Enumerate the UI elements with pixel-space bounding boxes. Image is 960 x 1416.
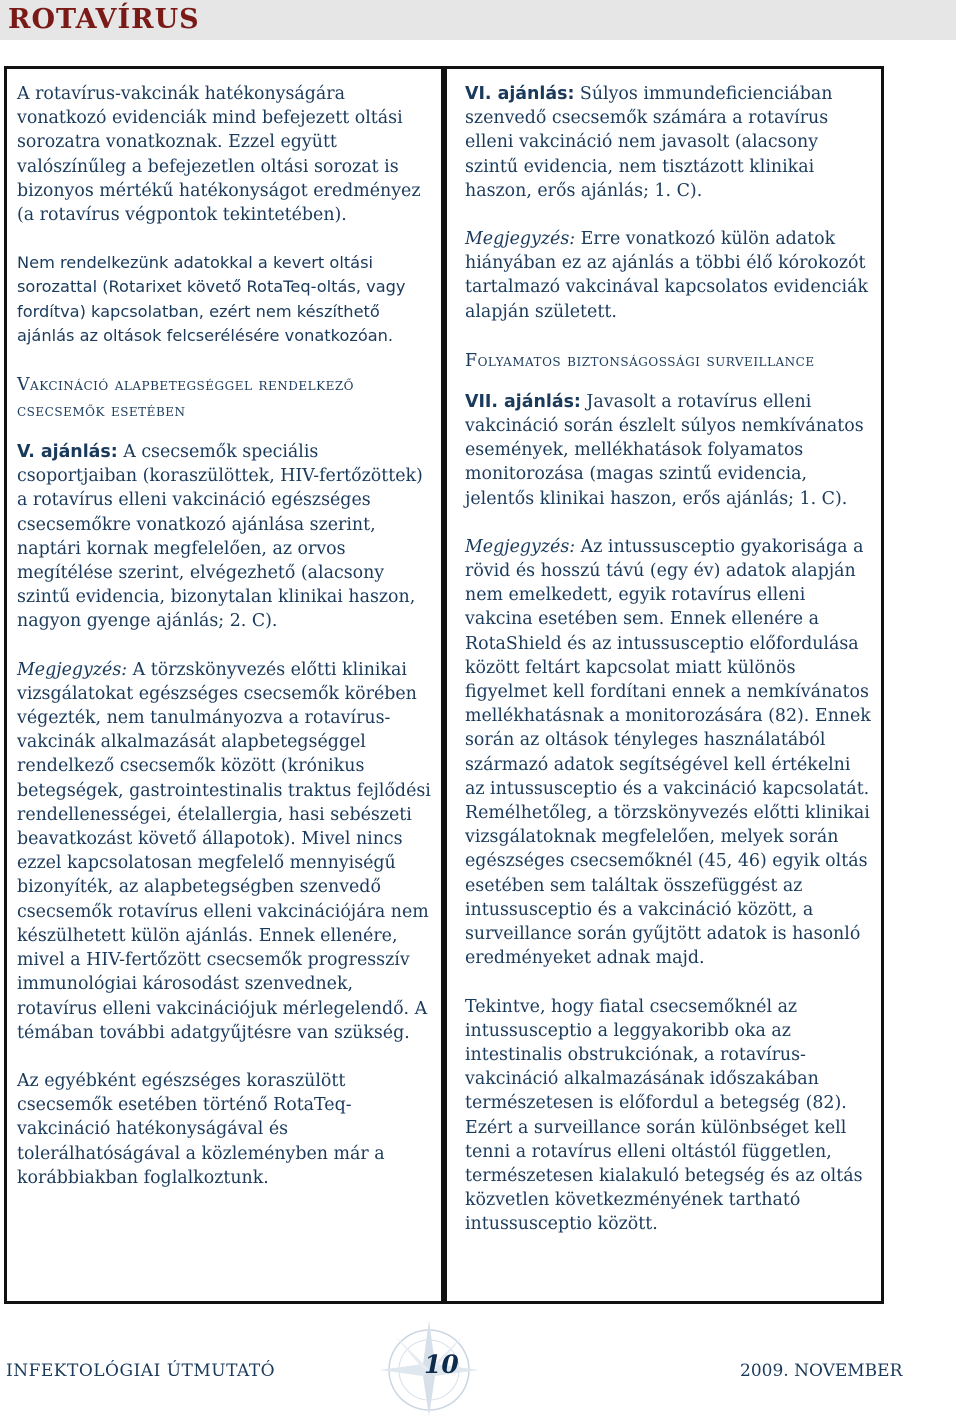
paragraph-obstruction: Tekintve, hogy fiatal csecsemőknél az intussusceptio a leggyakoribb oka az intestinalis obstrukciónak, a rotavírus-vakcináció alkalmazásának időszakában természetesen is előfordul a betegség (82). Ezért a surveillance során különbséget kell tenni a rotavírus elleni oltástól független, természetesen kialakuló betegség és az oltás közvetlen következményének tartható intussusceptio között. [465,996,863,1235]
note-label: Megjegyzés: [465,229,576,250]
recommendation-v [17,440,431,634]
recommendation-vii-text: Javasolt a rotavírus elleni vakcináció során észlelt súlyos nemkívánatos események, mellékhatások folyamatos monitorozása (magas szintű evidencia, jelentős klinikai haszon, erős ajánlás; 1. C). [465,391,864,509]
recommendation-vii-label: VII. ajánlás: [465,391,581,412]
right-column-box [444,66,884,1304]
note-underlying-disease [17,658,431,1045]
paragraph-mixed-series: Nem rendelkezünk adatokkal a kevert oltási sorozattal (Rotarixet követő RotaTeq-oltás, vagy fordítva) kapcsolatban, ezért nem készíthető ajánlás az oltások felcserélésére vonatkozóan. [17,253,406,345]
note-text: A törzskönyvezés előtti klinikai vizsgálatokat egészséges csecsemők körében végezték, nem tanulmányozva a rotavírus-vakcinák alkalmazását alapbetegséggel rendelkező csecsemők között (krónikus betegségek, gastrointestinalis traktus fejlődési rendellenességei, ételallergia, hasi sebészeti beavatkozást követő állapotok). Mivel nincs ezzel kapcsolatosan megfelelő mennyiségű bizonyíték, az alapbetegségben szenvedő csecsemők rotavírus elleni vakcinációjára nem készülhetett külön ajánlás. Ennek ellenére, mivel a HIV-fertőzött csecsemők progresszív immunológiai károsodást szenvednek, rotavírus elleni vakcinációjuk mérlegelendő. A témában további adatgyűjtésre van szükség. [17,659,431,1043]
note-label: Megjegyzés: [17,659,128,680]
note-text: Az intussusceptio gyakorisága a rövid és hosszú távú (egy év) adatok alapján nem emelkedett, egyik rotavírus elleni vakcina esetében sem. Ennek ellenére a RotaShield és az intussusceptio előfordulása között feltárt kapcsolat miatt különös figyelmet kell fordítani ennek a nemkívánatos mellékhatásnak a monitorozására (82). Ennek során az oltások tényleges használatából származó adatok segítségével kell értékelni az intussusceptio és a vakcináció kapcsolatát. Remélhetőleg, a törzskönyvezés előtti klinikai vizsgálatoknak megfelelően, melyek során egészséges csecsemőknél (45, 46) egyik oltás esetében sem találtak összefüggést az intussusceptio és a vakcináció között, a surveillance során gyűjtött adatok is hasonló eredményeket adnak majd. [465,536,871,969]
recommendation-vi-label: VI. ajánlás: [465,84,575,104]
recommendation-vi [465,82,871,203]
section-heading-surveillance: Folyamatos biztonságossági surveillance [465,350,815,371]
recommendation-vii [465,390,871,511]
paragraph-efficacy: A rotavírus-vakcinák hatékonyságára vonatkozó evidenciák mind befejezett oltási sorozatra vonatkoznak. Ezzel együtt valószínűleg a befejezetlen oltási sorozat is bizonyos mértékű hatékonyságot eredményez (a rotavírus végpontok tekintetében). [17,84,421,226]
footer-date: 2009. NOVEMBER [740,1361,903,1381]
section-heading-underlying-disease: Vakcináció alapbetegséggel rendelkező csecsemők esetében [17,375,354,422]
paragraph-premature: Az egyébként egészséges koraszülött csecsemők esetében történő RotaTeq-vakcináció hatékonyságával és tolerálhatóságával a közleményben már a korábbiakban foglalkoztunk. [17,1070,385,1188]
note-immunodeficiency [465,227,871,324]
note-intussusception [465,535,871,971]
footer-publication: INFEKTOLÓGIAI ÚTMUTATÓ [6,1361,276,1381]
page-title: ROTAVÍRUS [0,0,956,40]
recommendation-v-text: A csecsemők speciális csoportjaiban (koraszülöttek, HIV-fertőzöttek) a rotavírus elleni vakcináció egészséges csecsemőkre vonatkozó ajánlása szerint, naptári kornak megfelelően, az orvos megítélése szerint, elvégezhető (alacsony szintű evidencia, bizonytalan klinikai haszon, nagyon gyenge ajánlás; 2. C). [17,442,423,632]
recommendation-v-label: V. ajánlás: [17,442,118,463]
page-number: 10 [424,1350,459,1379]
note-label: Megjegyzés: [465,536,576,557]
recommendation-vi-text: Súlyos immundeficienciában szenvedő csecsemők számára a rotavírus elleni vakcináció nem javasolt (alacsony szintű evidencia, nem tisztázott klinikai haszon, erős ajánlás; 1. C). [465,84,833,201]
note-text: Erre vonatkozó külön adatok hiányában ez az ajánlás a többi élő kórokozót tartalmazó vakcinával kapcsolatos evidenciák alapján született. [465,229,869,322]
left-column-box [4,66,444,1304]
